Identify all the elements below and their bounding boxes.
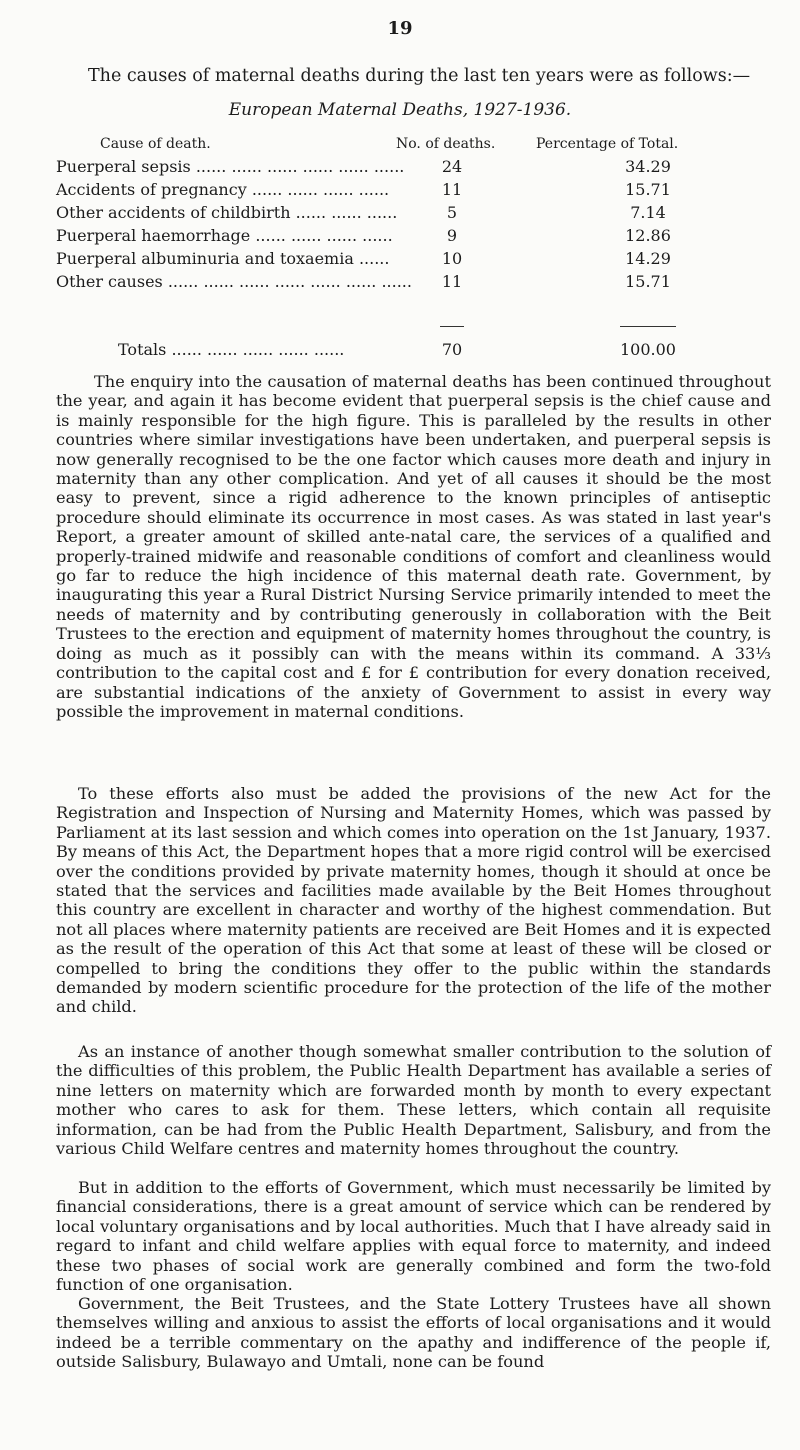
table-row xyxy=(0,226,800,248)
table-row xyxy=(0,272,800,294)
totals-percentage: 100.00 xyxy=(620,340,676,359)
column-header-percentage: Percentage of Total. xyxy=(536,136,679,152)
body-paragraph: Government, the Beit Trustees, and the State Lottery Trustees have all shown themselves willing and anxious to assist the efforts of local organisations and it would indeed be a terrible commentary on the apathy and indifference of the people if, outside Salisbury, Bulawayo and Umtali, none can be found xyxy=(56,1294,771,1372)
percentage-cell: 12.86 xyxy=(625,226,671,245)
cause-cell: Accidents of pregnancy ...... ...... ...... ...... xyxy=(56,180,390,199)
percentage-cell: 15.71 xyxy=(625,272,671,291)
deaths-cell: 11 xyxy=(441,180,463,199)
percentage-cell: 7.14 xyxy=(630,203,666,222)
body-paragraph: To these efforts also must be added the provisions of the new Act for the Registration and Inspection of Nursing and Maternity Homes, which was passed by Parliament at its last session and which comes into operation on the 1st January, 1937. By means of this Act, the Department hopes that a more rigid control will be exercised over the conditions provided by private maternity homes, though it should at once be stated that the services and facilities made available by the Beit Homes throughout this country are excellent in character and worthy of the highest commendation. But not all places where maternity patients are received are Beit Homes and it is expected as the result of the operation of this Act that some at least of these will be closed or compelled to bring the conditions they offer to the public within the standards demanded by modern scientific procedure for the protection of the life of the mother and child. xyxy=(56,784,771,1017)
column-header-cause: Cause of death. xyxy=(100,136,211,152)
percentage-cell: 34.29 xyxy=(625,157,671,176)
cause-cell: Puerperal haemorrhage ...... ...... ...... ...... xyxy=(56,226,393,245)
page-number: 19 xyxy=(387,18,413,39)
percentage-cell: 14.29 xyxy=(625,249,671,268)
deaths-total-rule xyxy=(440,326,464,327)
totals-row xyxy=(0,340,800,362)
table-row xyxy=(0,157,800,179)
deaths-cell: 9 xyxy=(446,226,458,245)
column-header-deaths: No. of deaths. xyxy=(396,136,496,152)
cause-cell: Other causes ...... ...... ...... ...... ...... ...... ...... xyxy=(56,272,412,291)
cause-cell: Puerperal sepsis ...... ...... ...... ...... ...... ...... xyxy=(56,157,405,176)
deaths-cell: 11 xyxy=(441,272,463,291)
table-row xyxy=(0,203,800,225)
deaths-cell: 24 xyxy=(441,157,463,176)
body-paragraph: The enquiry into the causation of maternal deaths has been continued throughout the year, and again it has become evident that puerperal sepsis is the chief cause and is mainly responsible for the high figure. This is paralleled by the results in other countries where similar investigations have been undertaken, and puerperal sepsis is now generally recognised to be the one factor which causes more death and injury in maternity than any other complication. And yet of all causes it should be the most easy to prevent, since a rigid adherence to the known principles of antiseptic procedure should eliminate its occurrence in most cases. As was stated in last year's Report, a greater amount of skilled ante-natal care, the services of a qualified and properly-trained midwife and reasonable conditions of comfort and cleanliness would go far to reduce the high incidence of this maternal death rate. Government, by inaugurating this year a Rural District Nursing Service primarily intended to meet the needs of maternity and by contributing generously in collaboration with the Beit Trustees to the erection and equipment of maternity homes throughout the country, is doing as much as it possibly can with the means within its command. A 33⅓ contribution to the capital cost and £ for £ contribution for every donation received, are substantial indications of the anxiety of Government to assist in every way possible the improvement in maternal conditions. xyxy=(56,372,771,721)
percentage-total-rule xyxy=(620,326,676,327)
deaths-cell: 10 xyxy=(441,249,463,268)
cause-cell: Puerperal albuminuria and toxaemia ...... xyxy=(56,249,390,268)
intro-line: The causes of maternal deaths during the last ten years were as follows:— xyxy=(88,66,751,86)
body-paragraph: As an instance of another though somewhat smaller contribution to the solution of the difficulties of this problem, the Public Health Department has available a series of nine letters on maternity which are forwarded month by month to every expectant mother who cares to ask for them. These letters, which contain all requisite information, can be had from the Public Health Department, Salisbury, and from the various Child Welfare centres and maternity homes throughout the country. xyxy=(56,1042,771,1159)
table-row xyxy=(0,180,800,202)
totals-label: Totals ...... ...... ...... ...... ...... xyxy=(118,340,345,359)
deaths-cell: 5 xyxy=(446,203,458,222)
table-title: European Maternal Deaths, 1927-1936. xyxy=(228,100,572,120)
body-paragraph: But in addition to the efforts of Government, which must necessarily be limited by financial considerations, there is a great amount of service which can be rendered by local voluntary organisations and by local authorities. Much that I have already said in regard to infant and child welfare applies with equal force to maternity, and indeed these two phases of social work are generally combined and form the two-fold function of one organisation. xyxy=(56,1178,771,1295)
cause-cell: Other accidents of childbirth ...... ...... ...... xyxy=(56,203,398,222)
table-row xyxy=(0,249,800,271)
percentage-cell: 15.71 xyxy=(625,180,671,199)
totals-deaths: 70 xyxy=(441,340,463,359)
